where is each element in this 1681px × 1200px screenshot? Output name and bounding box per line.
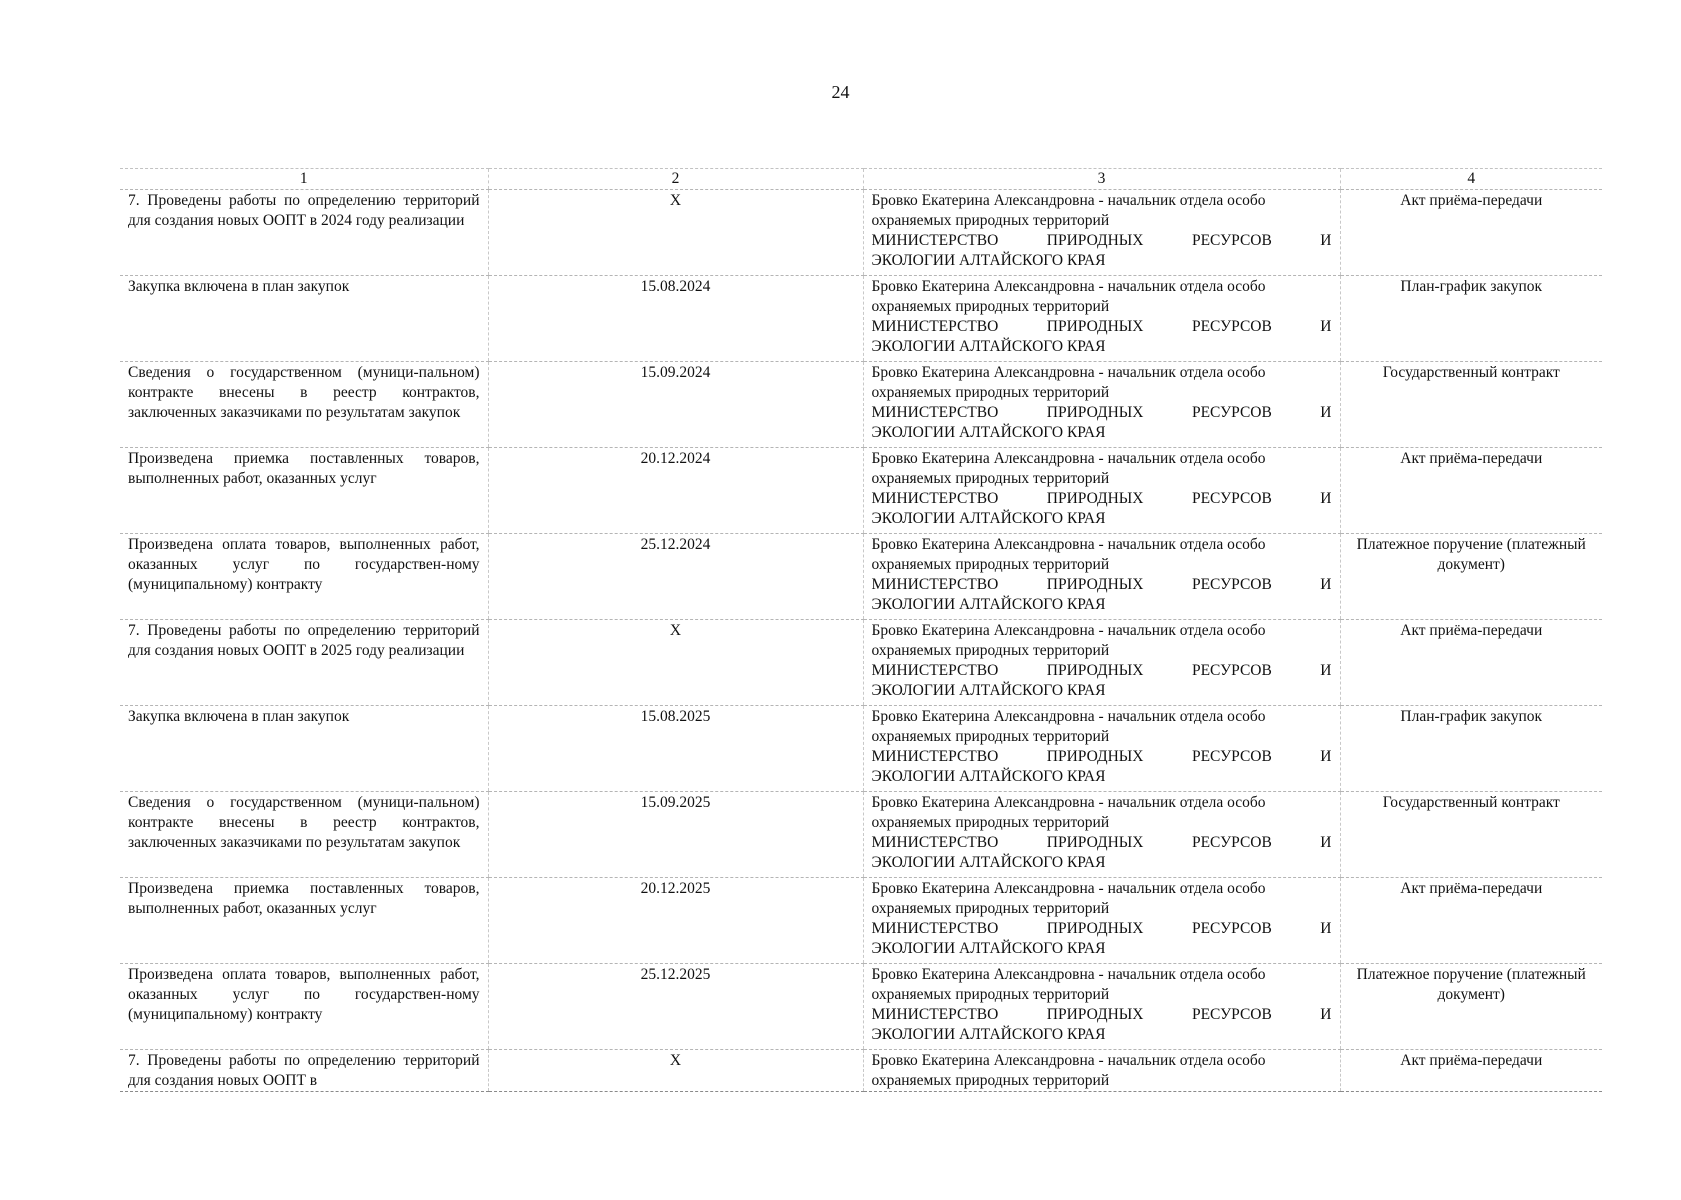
responsible-organization-line1: МИНИСТЕРСТВО ПРИРОДНЫХ РЕСУРСОВ И: [871, 748, 1332, 765]
responsible-organization-line2: ЭКОЛОГИИ АЛТАЙСКОГО КРАЯ: [871, 940, 1106, 957]
task-cell: Сведения о государственном (муници-пальном) контракте внесены в реестр контрактов, заключенных заказчиками по результатам закупок: [120, 362, 488, 448]
document-cell: Государственный контракт: [1340, 362, 1602, 448]
responsible-person: Бровко Екатерина Александровна - начальник отдела особо охраняемых природных территорий: [871, 966, 1266, 1003]
responsible-organization-line2: ЭКОЛОГИИ АЛТАЙСКОГО КРАЯ: [871, 854, 1106, 871]
table-row: [120, 448, 1602, 534]
responsible-organization-line1: МИНИСТЕРСТВО ПРИРОДНЫХ РЕСУРСОВ И: [871, 834, 1332, 851]
column-number-3: 3: [863, 169, 1340, 190]
task-cell: Сведения о государственном (муници-пальном) контракте внесены в реестр контрактов, заключенных заказчиками по результатам закупок: [120, 792, 488, 878]
plan-table: [120, 168, 1602, 1092]
date-cell: 20.12.2025: [488, 878, 863, 964]
date-cell: 15.08.2024: [488, 276, 863, 362]
table-row-truncated: [120, 1050, 1602, 1092]
responsible-person: Бровко Екатерина Александровна - начальник отдела особо охраняемых природных территорий: [871, 794, 1266, 831]
column-number-1: 1: [120, 169, 488, 190]
responsible-organization-line1: МИНИСТЕРСТВО ПРИРОДНЫХ РЕСУРСОВ И: [871, 318, 1332, 335]
responsible-organization-line2: ЭКОЛОГИИ АЛТАЙСКОГО КРАЯ: [871, 252, 1106, 269]
table-row: [120, 878, 1602, 964]
date-cell: 15.09.2024: [488, 362, 863, 448]
responsible-cell: [863, 190, 1340, 276]
document-cell: Акт приёма-передачи: [1340, 878, 1602, 964]
responsible-organization-line1: МИНИСТЕРСТВО ПРИРОДНЫХ РЕСУРСОВ И: [871, 1006, 1332, 1023]
responsible-organization-line2: ЭКОЛОГИИ АЛТАЙСКОГО КРАЯ: [871, 1026, 1106, 1043]
responsible-cell: [863, 362, 1340, 448]
responsible-organization-line1: МИНИСТЕРСТВО ПРИРОДНЫХ РЕСУРСОВ И: [871, 232, 1332, 249]
responsible-organization-line2: ЭКОЛОГИИ АЛТАЙСКОГО КРАЯ: [871, 596, 1106, 613]
document-cell: План-график закупок: [1340, 706, 1602, 792]
table-row: [120, 534, 1602, 620]
responsible-person: Бровко Екатерина Александровна - начальник отдела особо охраняемых природных территорий: [871, 192, 1266, 229]
responsible-organization-line2: ЭКОЛОГИИ АЛТАЙСКОГО КРАЯ: [871, 338, 1106, 355]
date-cell: 15.09.2025: [488, 792, 863, 878]
responsible-cell: [863, 878, 1340, 964]
responsible-person: Бровко Екатерина Александровна - начальник отдела особо охраняемых природных территорий: [871, 450, 1266, 487]
responsible-person: Бровко Екатерина Александровна - начальник отдела особо охраняемых природных территорий: [871, 364, 1266, 401]
responsible-organization-line2: ЭКОЛОГИИ АЛТАЙСКОГО КРАЯ: [871, 424, 1106, 441]
column-number-4: 4: [1340, 169, 1602, 190]
responsible-cell: [863, 620, 1340, 706]
responsible-person: Бровко Екатерина Александровна - начальник отдела особо охраняемых природных территорий: [871, 278, 1266, 315]
table-row: [120, 792, 1602, 878]
document-cell: Акт приёма-передачи: [1340, 448, 1602, 534]
responsible-cell: [863, 706, 1340, 792]
column-number-2: 2: [488, 169, 863, 190]
responsible-person: Бровко Екатерина Александровна - начальник отдела особо охраняемых природных территорий: [871, 1052, 1266, 1089]
table-row: [120, 706, 1602, 792]
document-cell: Акт приёма-передачи: [1340, 1050, 1602, 1092]
responsible-person: Бровко Екатерина Александровна - начальник отдела особо охраняемых природных территорий: [871, 708, 1266, 745]
task-cell: Произведена оплата товаров, выполненных работ, оказанных услуг по государствен-ному (муниципальному) контракту: [120, 964, 488, 1050]
responsible-organization-line2: ЭКОЛОГИИ АЛТАЙСКОГО КРАЯ: [871, 682, 1106, 699]
table-row: [120, 620, 1602, 706]
responsible-person: Бровко Екатерина Александровна - начальник отдела особо охраняемых природных территорий: [871, 880, 1266, 917]
date-cell: 15.08.2025: [488, 706, 863, 792]
task-cell: 7. Проведены работы по определению территорий для создания новых ООПТ в 2025 году реализации: [120, 620, 488, 706]
document-cell: План-график закупок: [1340, 276, 1602, 362]
table-row: [120, 964, 1602, 1050]
date-cell: X: [488, 620, 863, 706]
responsible-organization-line1: МИНИСТЕРСТВО ПРИРОДНЫХ РЕСУРСОВ И: [871, 404, 1332, 421]
date-cell: 25.12.2025: [488, 964, 863, 1050]
responsible-cell: [863, 276, 1340, 362]
responsible-organization-line2: ЭКОЛОГИИ АЛТАЙСКОГО КРАЯ: [871, 510, 1106, 527]
responsible-person: Бровко Екатерина Александровна - начальник отдела особо охраняемых природных территорий: [871, 622, 1266, 659]
task-cell: Произведена приемка поставленных товаров, выполненных работ, оказанных услуг: [120, 448, 488, 534]
table-header-row: [120, 169, 1602, 190]
document-cell: Акт приёма-передачи: [1340, 620, 1602, 706]
responsible-cell: [863, 534, 1340, 620]
table-row: [120, 190, 1602, 276]
document-cell: Государственный контракт: [1340, 792, 1602, 878]
responsible-organization-line1: МИНИСТЕРСТВО ПРИРОДНЫХ РЕСУРСОВ И: [871, 662, 1332, 679]
responsible-organization-line1: МИНИСТЕРСТВО ПРИРОДНЫХ РЕСУРСОВ И: [871, 576, 1332, 593]
task-cell: 7. Проведены работы по определению территорий для создания новых ООПТ в 2024 году реализации: [120, 190, 488, 276]
responsible-cell: [863, 792, 1340, 878]
table-body: [120, 190, 1602, 1092]
task-cell: 7. Проведены работы по определению территорий для создания новых ООПТ в: [120, 1050, 488, 1092]
responsible-organization-line2: ЭКОЛОГИИ АЛТАЙСКОГО КРАЯ: [871, 768, 1106, 785]
document-cell: Платежное поручение (платежный документ): [1340, 964, 1602, 1050]
responsible-cell: [863, 964, 1340, 1050]
responsible-cell: [863, 448, 1340, 534]
responsible-organization-line1: МИНИСТЕРСТВО ПРИРОДНЫХ РЕСУРСОВ И: [871, 920, 1332, 937]
date-cell: 25.12.2024: [488, 534, 863, 620]
responsible-person: Бровко Екатерина Александровна - начальник отдела особо охраняемых природных территорий: [871, 536, 1266, 573]
document-cell: Платежное поручение (платежный документ): [1340, 534, 1602, 620]
date-cell: 20.12.2024: [488, 448, 863, 534]
date-cell: X: [488, 1050, 863, 1092]
responsible-organization-line1: МИНИСТЕРСТВО ПРИРОДНЫХ РЕСУРСОВ И: [871, 490, 1332, 507]
task-cell: Закупка включена в план закупок: [120, 276, 488, 362]
task-cell: Произведена оплата товаров, выполненных работ, оказанных услуг по государствен-ному (муниципальному) контракту: [120, 534, 488, 620]
task-cell: Произведена приемка поставленных товаров, выполненных работ, оказанных услуг: [120, 878, 488, 964]
table-row: [120, 362, 1602, 448]
table-row: [120, 276, 1602, 362]
date-cell: X: [488, 190, 863, 276]
page-number: 24: [831, 82, 850, 102]
responsible-cell: [863, 1050, 1340, 1092]
document-cell: Акт приёма-передачи: [1340, 190, 1602, 276]
task-cell: Закупка включена в план закупок: [120, 706, 488, 792]
